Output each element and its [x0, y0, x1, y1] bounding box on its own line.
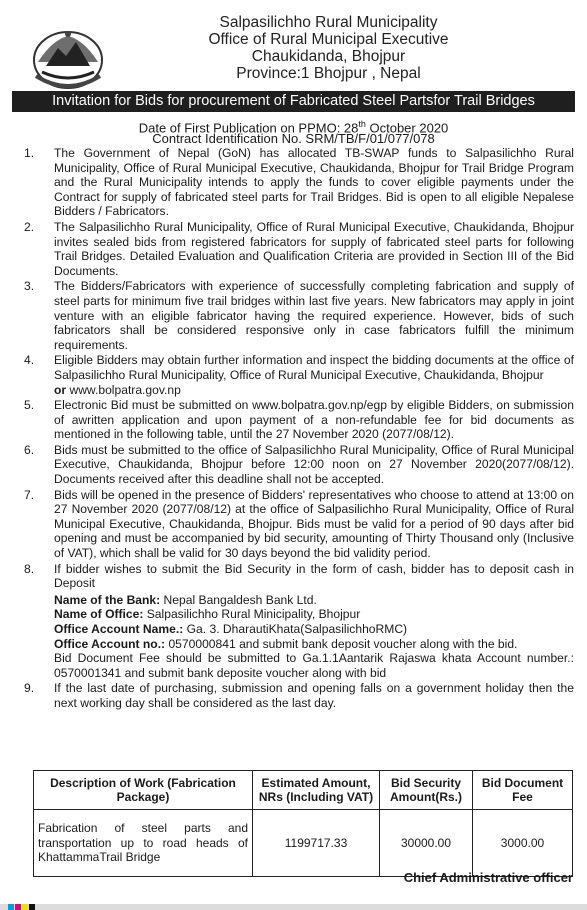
list-item: 3. The Bidders/Fabricators with experience of successfully completing fabrication and supply of steel parts for minimum five trail bridges within last five years. New fabricators may apply in joint venture with an eligible fabricator having the required experience. However, bids of such fabricators shall be considered responsive only in case fabricators fulfill the minimum requirements.: [24, 279, 574, 352]
table-header: Description of Work (Fabrication Package): [34, 771, 253, 810]
office-location: Chaukidanda, Bhojpur: [251, 48, 406, 65]
office-name: Office of Rural Municipal Executive: [208, 31, 449, 48]
list-item: 4. Eligible Bidders may obtain further information and inspect the bidding documents at the office of Salpasilichho Rural Municipality, Office of Rural Municipal Executive, Chaukidanda, Bhojpur or www.bolpatra.gov.np: [24, 353, 574, 397]
table-header-row: [34, 771, 573, 810]
black-swatch: [29, 904, 35, 910]
yellow-swatch: [22, 904, 28, 910]
list-item: 9. If the last date of purchasing, submission and opening falls on a government holiday then the next working day shall be considered as the last day.: [24, 681, 574, 710]
magenta-swatch: [15, 904, 21, 910]
clauses-list: [14, 146, 574, 712]
list-item: 8. If bidder wishes to submit the Bid Security in the form of cash, bidder has to deposit cash in Deposit Name of the Bank: Nepal Bangaldesh Bank Ltd. Name of Office: Salpasilichho Rural Minicipality, Bhojpur Office Account Name.: Ga. 3. DharautiKhata(SalpasilichhoRMC) Office Account no.: 0570000841 and submit bank deposit voucher along with the bid. Bid Document Fee should be submitted to Ga.1.1Aantarik Rajaswa khata Account number.: 0570001341 and submit bank deposite voucher along with bid: [24, 561, 574, 680]
list-item: 1. The Government of Nepal (GoN) has allocated TB-SWAP funds to Salpasilichho Rural Municipality, Office of Rural Municipal Executive, Chaukidanda, Bhojpur for Trail Bridge Program and the Rural Municipality intends to apply the funds to cover eligible payments under the Contract for supply of fabricated steel parts for Trail Bridges. Bid is open to all eligible Nepalese Bidders / Fabricators.: [24, 146, 574, 219]
table-cell: 3000.00: [473, 810, 573, 877]
publication-date: Date of First Publication on PPMO: 28th October 2020: [138, 119, 449, 136]
table-header: Estimated Amount, NRs (Including VAT): [253, 771, 380, 810]
title-banner: Invitation for Bids for procurement of Fabricated Steel Partsfor Trail Bridges: [12, 91, 575, 112]
municipality-name: Salpasilichho Rural Municipality: [219, 14, 438, 31]
list-item: 5. Electronic Bid must be submitted on www.bolpatra.gov.np/egp by eligible Bidders, on submission of awritten application and upon payment of a non-refundable fee for bid documents as mentioned in the following table, until the 27 November 2020 (2077/08/12).: [24, 398, 574, 442]
bid-table: [33, 770, 573, 877]
bank-details: Name of the Bank: Nepal Bangaldesh Bank Ltd. Name of Office: Salpasilichho Rural Minicipality, Bhojpur Office Account Name.: Ga. 3. DharautiKhata(SalpasilichhoRMC) Office Account no.: 0570000841 and submit bank deposit voucher along with the bid. Bid Document Fee should be submitted to Ga.1.1Aantarik Rajaswa khata Account number.: 0570001341 and submit bank deposite voucher along with bid: [54, 592, 574, 680]
nepal-emblem-icon: [32, 26, 104, 90]
table-header: Bid Document Fee: [473, 771, 573, 810]
cyan-swatch: [8, 904, 14, 910]
province: Province:1 Bhojpur , Nepal: [236, 65, 421, 82]
print-strip: [0, 904, 587, 910]
table-cell: Fabrication of steel parts and transportation up to road heads of KhattammaTrail Bridge: [34, 810, 253, 877]
table-header: Bid Security Amount(Rs.): [380, 771, 473, 810]
table-row: [34, 810, 573, 877]
contract-id: Contract Identification No. SRM/TB/F/01/077/078: [152, 131, 435, 146]
signature-title: Chief Administrative officer: [403, 870, 573, 885]
list-item: 6. Bids must be submitted to the office of Salpasilichho Rural Municipality, Office of Rural Municipal Executive, Chaukidanda, Bhojpur before 12:00 noon on 27 November 2020(2077/08/12). Documents received after this deadline shall not be accepted.: [24, 442, 574, 487]
letterhead: [0, 8, 587, 86]
table-cell: 30000.00: [380, 810, 473, 877]
table-cell: 1199717.33: [253, 810, 380, 877]
list-item: 2. The Salpasilichho Rural Municipality, Office of Rural Municipal Executive, Chaukidanda, Bhojpur invites sealed bids from registered fabricators for supply of fabricated steel parts for following Trail Bridges. Detailed Evaluation and Qualification Criteria are provided in Section III of the Bid Documents.: [24, 219, 574, 278]
list-item: 7. Bids will be opened in the presence of Bidders' representatives who choose to attend at 13:00 on 27 November 2020 (2077/08/12) at the office of Salpasilichho Rural Municipality, Office of Rural Municipal Executive, Chaukidanda, Bhojpur. Bids must be valid for a period of 90 days after bid opening and must be accompanied by bid security, amounting of Thirty Thousand only (Inclusive of VAT), which shall be valid for 30 days beyond the bid validity period.: [24, 487, 574, 561]
